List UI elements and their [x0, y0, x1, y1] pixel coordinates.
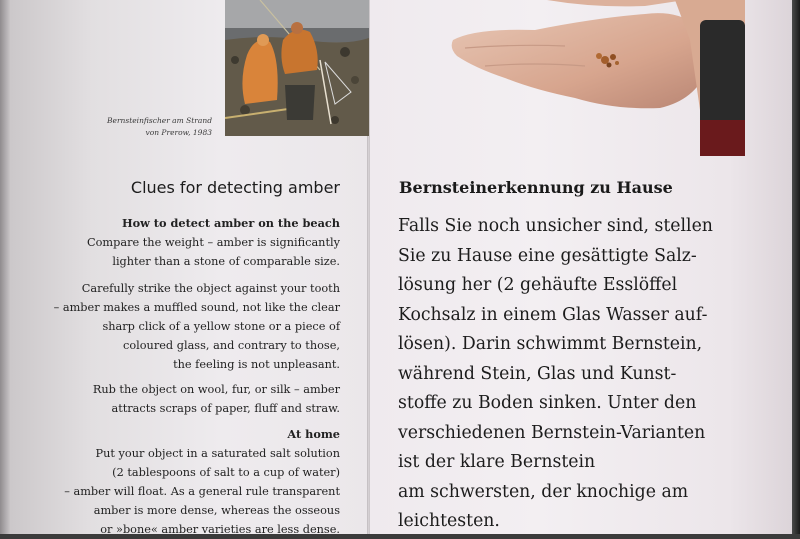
right-body-text: [398, 212, 738, 537]
text-line: Sie zu Hause eine gesättigte Salz-: [398, 245, 697, 266]
photo-caption-line1: Bernsteinfischer am Strand: [107, 116, 212, 125]
text-line: leichtesten.: [398, 511, 500, 531]
text-line: or »bone« amber varieties are less dense.: [100, 523, 340, 536]
text-line: stoffe zu Boden sinken. Unter den: [398, 393, 697, 413]
text-line: (2 tablespoons of salt to a cup of water): [112, 466, 340, 479]
text-line: the feeling is not unpleasant.: [173, 358, 340, 371]
text-line: coloured glass, and contrary to those,: [123, 339, 340, 352]
text-line: lighter than a stone of comparable size.: [112, 255, 340, 268]
para-weight: [20, 233, 340, 271]
text-line: Carefully strike the object against your tooth: [81, 282, 340, 295]
amber-fishers-photo: [225, 0, 369, 136]
text-line: Compare the weight – amber is significantly: [86, 236, 340, 249]
photo-caption-line2: von Prerow, 1983: [145, 128, 212, 137]
text-line: amber is more dense, whereas the osseous: [93, 504, 340, 517]
hand-holding-amber-photo: [445, 0, 795, 160]
home-heading: At home: [287, 427, 340, 441]
text-line: Kochsalz in einem Glas Wasser auf-: [398, 304, 708, 325]
text-line: Falls Sie noch unsicher sind, stellen: [398, 216, 713, 236]
text-line: – amber will float. As a general rule transparent: [64, 485, 340, 498]
beach-heading: How to detect amber on the beach: [121, 216, 340, 230]
text-line: am schwersten, der knochige am: [398, 481, 689, 502]
para-tooth: [20, 279, 340, 374]
text-line: – amber makes a muffled sound, not like the clear: [53, 301, 340, 314]
text-line: lösen). Darin schwimmt Bernstein,: [398, 334, 703, 354]
text-line: während Stein, Glas und Kunst-: [398, 363, 677, 384]
text-line: Rub the object on wool, fur, or silk – amber: [92, 383, 340, 396]
right-title: Bernsteinerkennung zu Hause: [399, 178, 673, 197]
text-line: verschiedenen Bernstein-Varianten: [398, 422, 706, 443]
left-title: Clues for detecting amber: [130, 178, 340, 197]
text-line: attracts scraps of paper, fluff and straw.: [111, 402, 340, 415]
text-line: sharp click of a yellow stone or a piece of: [102, 320, 340, 333]
text-line: lösung her (2 gehäufte Esslöffel: [398, 275, 678, 295]
text-line: ist der klare Bernstein: [398, 452, 596, 472]
para-rub: [20, 380, 340, 418]
left-edge-shadow: [0, 0, 10, 534]
para-salt: [20, 444, 340, 539]
text-line: Put your object in a saturated salt solution: [95, 447, 340, 460]
